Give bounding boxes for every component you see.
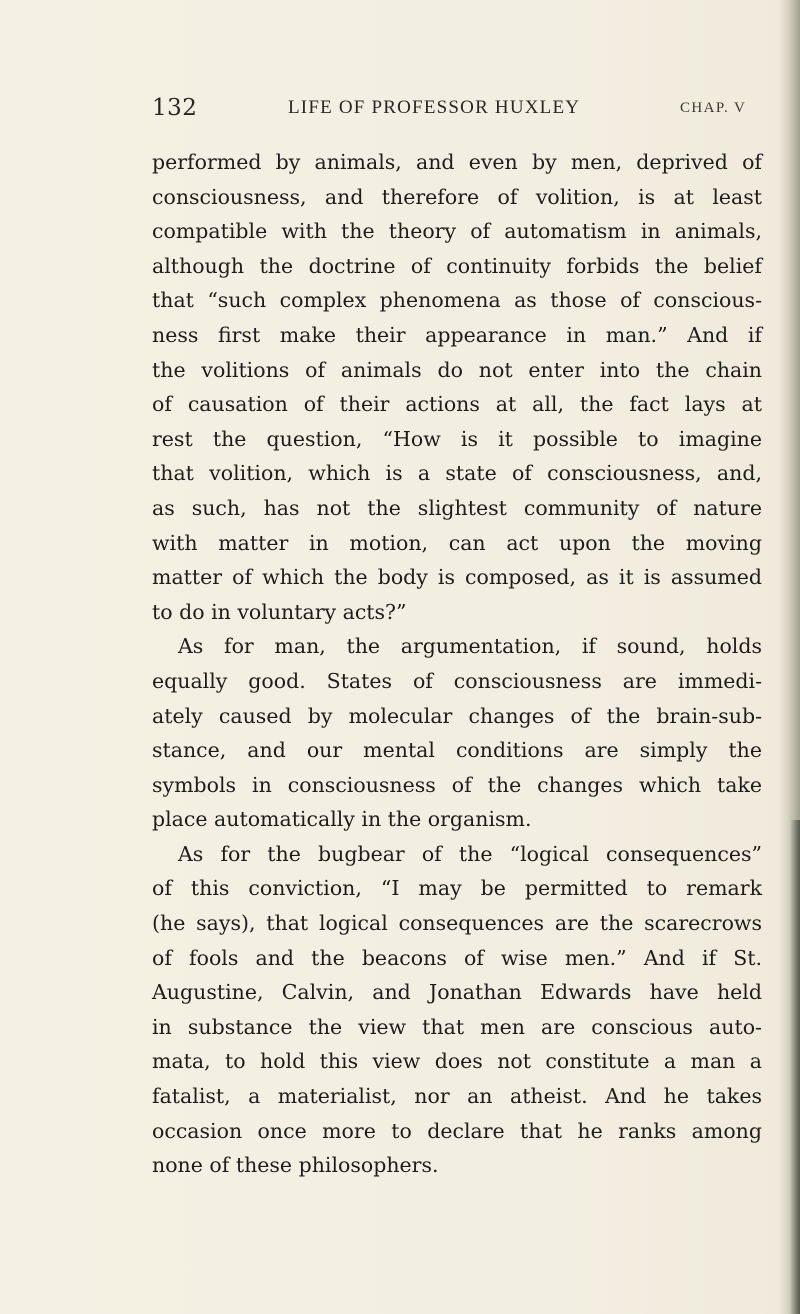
text-line: compatible with the theory of automatism in animals, [152, 219, 762, 244]
text-line: of causation of their actions at all, the fact lays at [152, 392, 762, 417]
text-line: of this conviction, “I may be permitted to remark [152, 876, 762, 901]
page-number: 132 [152, 95, 198, 121]
paragraph-end-line: place automatically in the organism. [152, 807, 532, 832]
text-line: rest the question, “How is it possible to imagine [152, 426, 762, 451]
text-line: although the doctrine of continuity forbids the belief [152, 253, 762, 278]
text-line: matter of which the body is composed, as it is assumed [152, 565, 762, 590]
text-line: stance, and our mental conditions are simply the [152, 738, 762, 763]
text-line: of fools and the beacons of wise men.” And if St. [152, 945, 762, 970]
text-line: occasion once more to declare that he ranks among [152, 1118, 762, 1143]
text-line: performed by animals, and even by men, deprived of [152, 150, 762, 174]
text-line: consciousness, and therefore of volition, is at least [152, 184, 762, 209]
running-head [152, 95, 772, 129]
paragraph-start-line: As for man, the argumentation, if sound, holds [178, 634, 762, 659]
paragraph-end-line: none of these philosophers. [152, 1153, 439, 1178]
text-line: that volition, which is a state of consciousness, and, [152, 461, 762, 486]
paragraph-end-line: to do in voluntary acts?” [152, 599, 407, 624]
text-line: with matter in motion, can act upon the moving [152, 530, 762, 555]
text-line: ness first make their appearance in man.” And if [152, 322, 762, 347]
text-line: symbols in consciousness of the changes which take [152, 772, 762, 797]
text-line: (he says), that logical consequences are the scarecrows [152, 911, 762, 936]
text-line: equally good. States of consciousness are immedi- [152, 668, 762, 693]
body-text [152, 145, 762, 1183]
paragraph-start-line: As for the bugbear of the “logical consequences” [178, 841, 762, 866]
text-line: ately caused by molecular changes of the brain-sub- [152, 703, 762, 728]
text-line: in substance the view that men are conscious auto- [152, 1014, 762, 1039]
chapter-mark: CHAP. V [680, 100, 747, 116]
text-line: as such, has not the slightest community of nature [152, 495, 762, 520]
text-line: that “such complex phenomena as those of conscious- [152, 288, 762, 313]
text-line: fatalist, a materialist, nor an atheist. And he takes [152, 1084, 762, 1109]
page-edge-dark-band [790, 820, 800, 1314]
text-line: the volitions of animals do not enter into the chain [152, 357, 762, 382]
running-title: LIFE OF PROFESSOR HUXLEY [288, 97, 581, 118]
text-line: Augustine, Calvin, and Jonathan Edwards have held [152, 980, 762, 1005]
text-line: mata, to hold this view does not constitute a man a [152, 1049, 762, 1074]
